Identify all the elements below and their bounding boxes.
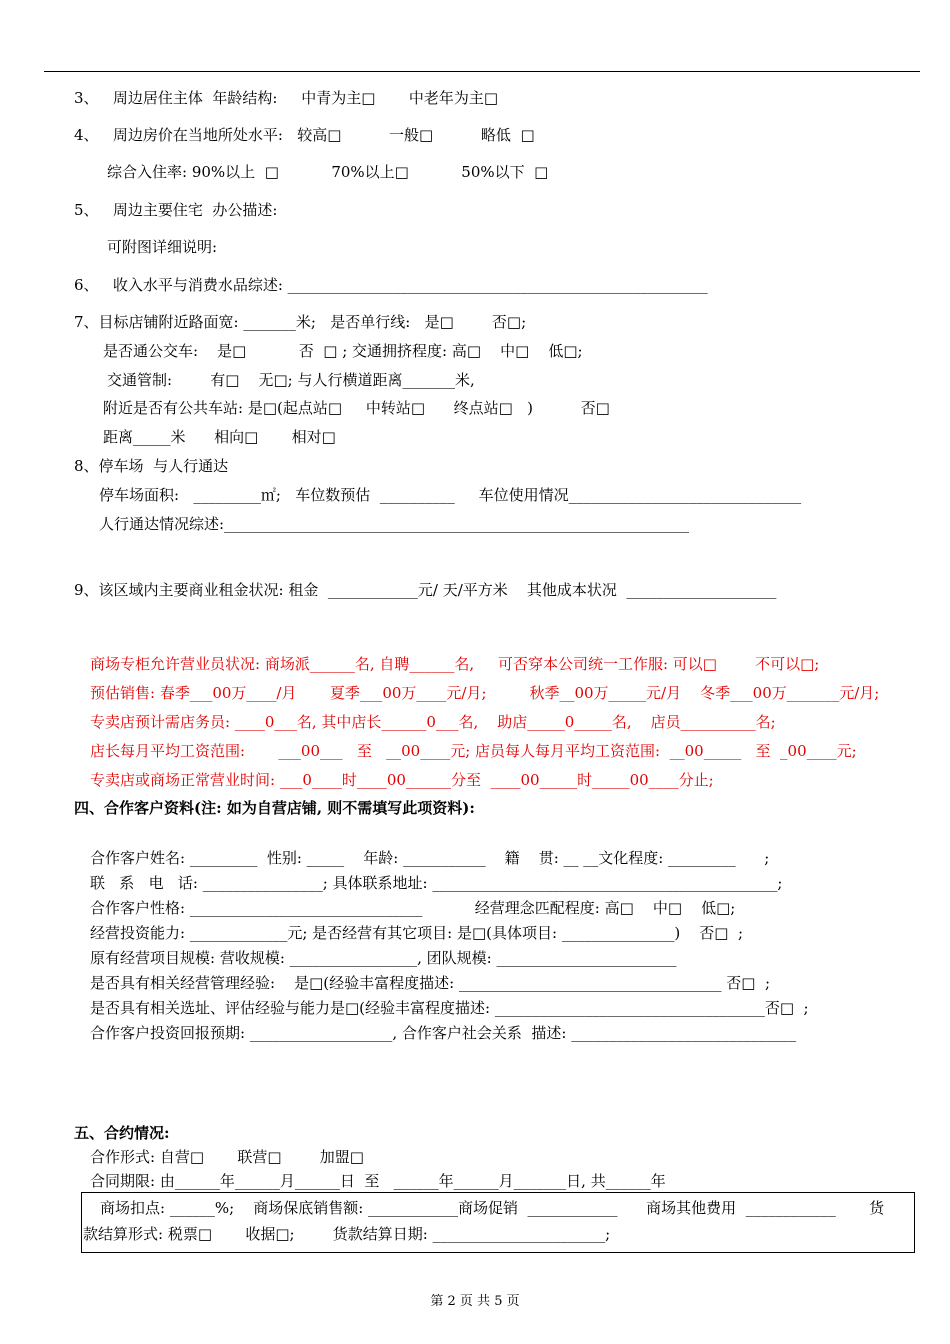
client-investment-line: 经营投资能力: _____________元; 是否经营有其它项目: 是□(具体项目: _______________) 否□ ;	[90, 924, 744, 942]
bus-station-line: 附近是否有公共车站: 是□(起点站□ 中转站□ 终点站□ ) 否□	[103, 399, 610, 417]
pedestrian-access-line: 人行通达情况综述:______________________________________________________________	[99, 515, 690, 533]
settlement-form-line: 款结算形式: 税票□ 收据□; 货款结算日期: _______________________;	[83, 1225, 611, 1243]
traffic-control-line: 交通管制: 有□ 无□; 与人行横道距离_______米,	[107, 371, 475, 389]
header-rule	[44, 71, 920, 72]
page-footer: 第 2 页 共 5 页	[430, 1294, 520, 1309]
red-mall-staff-line: 商场专柜允许营业员状况: 商场派______名, 自聘______名, 可否穿本公司统一工作服: 可以□ 不可以□;	[90, 655, 820, 673]
section-5-heading: 五、合约情况:	[74, 1124, 170, 1142]
item-9-rent: 9、该区域内主要商业租金状况: 租金 ____________元/ 天/平方米 其他成本状况 ____________________	[74, 581, 777, 599]
section-4-heading: 四、合作客户资料(注: 如为自营店铺, 则不需填写此项资料):	[74, 799, 475, 817]
cooperation-form-line: 合作形式: 自营□ 联营□ 加盟□	[90, 1148, 364, 1166]
client-return-expectation-line: 合作客户投资回报预期: ___________________, 合作客户社会关系 描述: ______________________________	[90, 1024, 797, 1042]
client-contact-line: 联 系 电 话: ________________; 具体联系地址: ______________________________________________;	[90, 874, 783, 892]
item-5-residential-office: 5、 周边主要住宅 办公描述:	[74, 201, 278, 219]
distance-line: 距离_____米 相向□ 相对□	[103, 428, 336, 446]
item-7-road-width: 7、目标店铺附近路面宽: _______米; 是否单行线: 是□ 否□;	[74, 313, 527, 331]
client-management-exp-line: 是否具有相关经营管理经验: 是□(经验丰富程度描述: ___________________________________ 否□ ;	[90, 974, 771, 992]
client-name-line: 合作客户姓名: _________ 性别: _____ 年龄: ___________ 籍 贯: __ __文化程度: _________ ;	[90, 849, 770, 867]
item-6-income-consumption: 6、 收入水平与消费水品综述: ________________________________________________________	[74, 276, 708, 294]
item-3-age-structure: 3、 周边居住主体 年龄结构: 中青为主□ 中老年为主□	[74, 89, 499, 107]
item-4-house-price-level: 4、 周边房价在当地所处水平: 较高□ 一般□ 略低 □	[74, 126, 535, 144]
client-site-selection-line: 是否具有相关选址、评估经验与能力是□(经验丰富程度描述: ____________________________________否□ ;	[90, 999, 809, 1017]
attach-map-note: 可附图详细说明:	[107, 238, 218, 256]
red-business-hours-line: 专卖店或商场正常营业时间: ___0____时____00______分至 ____00_____时_____00____分止;	[90, 771, 714, 789]
red-sales-estimate-line: 预估销售: 春季___00万____/月 夏季___00万____元/月; 秋季__00万_____元/月 冬季___00万_______元/月;	[90, 684, 880, 702]
red-salary-range-line: 店长每月平均工资范围: ___00___ 至 __00____元; 店员每人每月平均工资范围: __00_____ 至 _00____元;	[90, 742, 857, 760]
occupancy-rate: 综合入住率: 90%以上 □ 70%以上□ 50%以下 □	[107, 163, 549, 181]
client-personality-line: 合作客户性格: _______________________________ 经营理念匹配程度: 高□ 中□ 低□;	[90, 899, 736, 917]
client-project-scale-line: 原有经营项目规模: 营收规模: _________________, 团队规模: ________________________	[90, 949, 677, 967]
contract-period-line: 合同期限: 由______年______月______日 至 ______年______月_______日, 共______年	[90, 1172, 666, 1190]
red-store-staff-line: 专卖店预计需店务员: ____0___名, 其中店长______0___名, 助店_____0_____名, 店员__________名;	[90, 713, 776, 731]
parking-area-line: 停车场面积: _________㎡; 车位数预估 __________ 车位使用情况_______________________________	[99, 486, 802, 504]
mall-deduction-line: 商场扣点: ______%; 商场保底销售额: ____________商场促销 ____________ 商场其他费用 ____________ 货	[100, 1199, 885, 1217]
item-8-parking: 8、停车场 与人行通达	[74, 457, 229, 475]
bus-traffic-line: 是否通公交车: 是□ 否 □ ; 交通拥挤程度: 高□ 中□ 低□;	[103, 342, 583, 360]
